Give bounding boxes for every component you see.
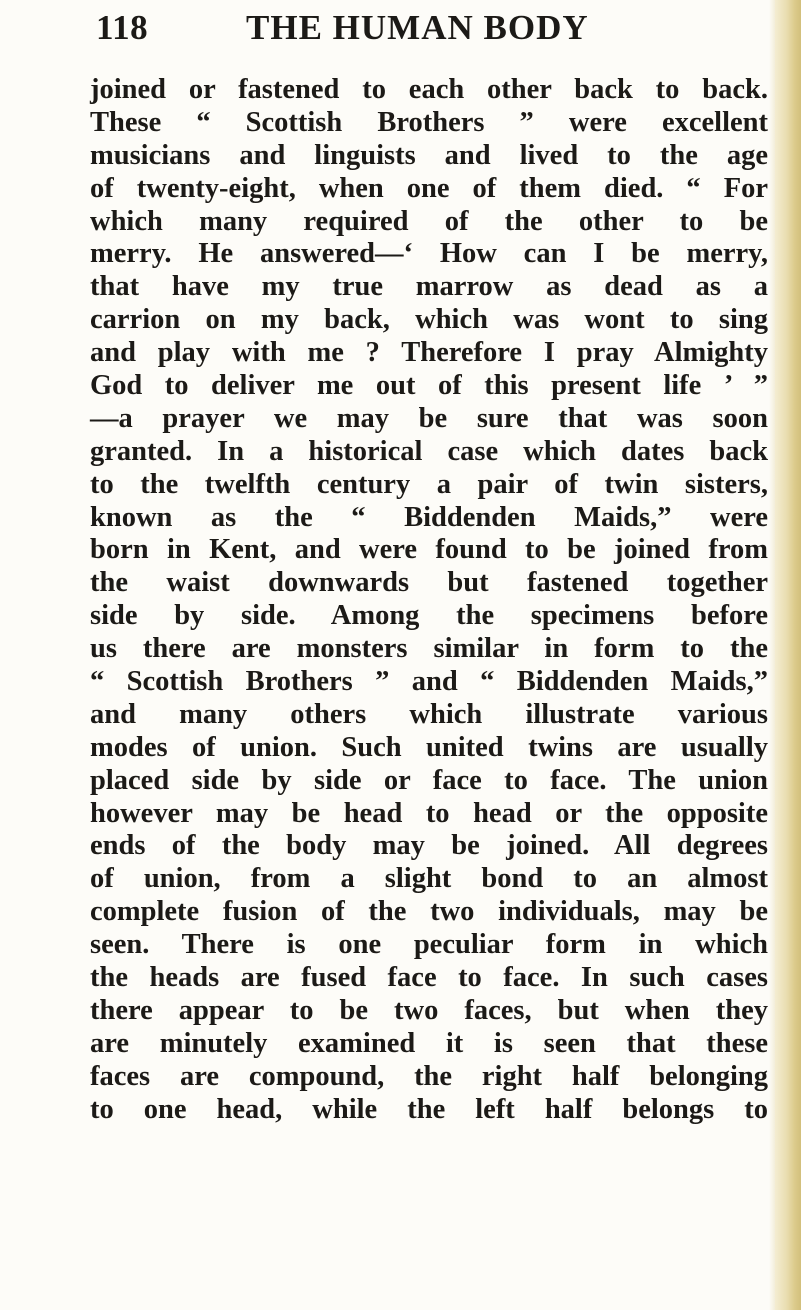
text-line: the waist downwards but fastened together [90, 567, 768, 599]
text-line: —a prayer we may be sure that was soon [90, 402, 768, 434]
text-line: placed side by side or face to face. The union [90, 764, 768, 796]
text-line: are minutely examined it is seen that these [90, 1027, 768, 1059]
text-line: known as the “ Biddenden Maids,” were [90, 501, 768, 533]
text-line: to one head, while the left half belongs to [90, 1093, 768, 1125]
text-line: side by side. Among the specimens before [90, 600, 768, 632]
text-line: musicians and linguists and lived to the age [90, 139, 768, 171]
text-line: modes of union. Such united twins are usually [90, 731, 768, 763]
page-number: 118 [96, 8, 149, 47]
text-line: which many required of the other to be [90, 205, 768, 237]
text-line: of union, from a slight bond to an almost [90, 863, 768, 895]
text-line: merry. He answered—‘ How can I be merry, [90, 238, 768, 270]
body-text [90, 74, 768, 1127]
text-line: These “ Scottish Brothers ” were excellent [90, 106, 768, 138]
text-line: us there are monsters similar in form to the [90, 633, 768, 665]
text-line: God to deliver me out of this present life ’ ” [90, 370, 768, 402]
text-line: ends of the body may be joined. All degrees [90, 830, 768, 862]
text-line: “ Scottish Brothers ” and “ Biddenden Maids,” [90, 666, 768, 698]
text-line: complete fusion of the two individuals, may be [90, 896, 768, 928]
text-line: and many others which illustrate various [90, 698, 768, 730]
text-line: of twenty-eight, when one of them died. “ For [90, 172, 768, 204]
text-line: that have my true marrow as dead as a [90, 271, 768, 303]
text-line: and play with me ? Therefore I pray Almighty [90, 337, 768, 369]
text-line: carrion on my back, which was wont to sing [90, 304, 768, 336]
running-head: THE HUMAN BODY [246, 8, 589, 47]
text-line: joined or fastened to each other back to back. [90, 74, 768, 105]
page-edge [775, 0, 801, 1310]
text-line: to the twelfth century a pair of twin sisters, [90, 468, 768, 500]
text-line: seen. There is one peculiar form in which [90, 929, 768, 961]
text-line: born in Kent, and were found to be joined from [90, 534, 768, 566]
text-line: however may be head to head or the opposite [90, 797, 768, 829]
page-header [96, 8, 768, 54]
text-line: the heads are fused face to face. In such cases [90, 962, 768, 994]
text-line: granted. In a historical case which dates back [90, 435, 768, 467]
text-line: faces are compound, the right half belonging [90, 1060, 768, 1092]
text-line: there appear to be two faces, but when they [90, 994, 768, 1026]
